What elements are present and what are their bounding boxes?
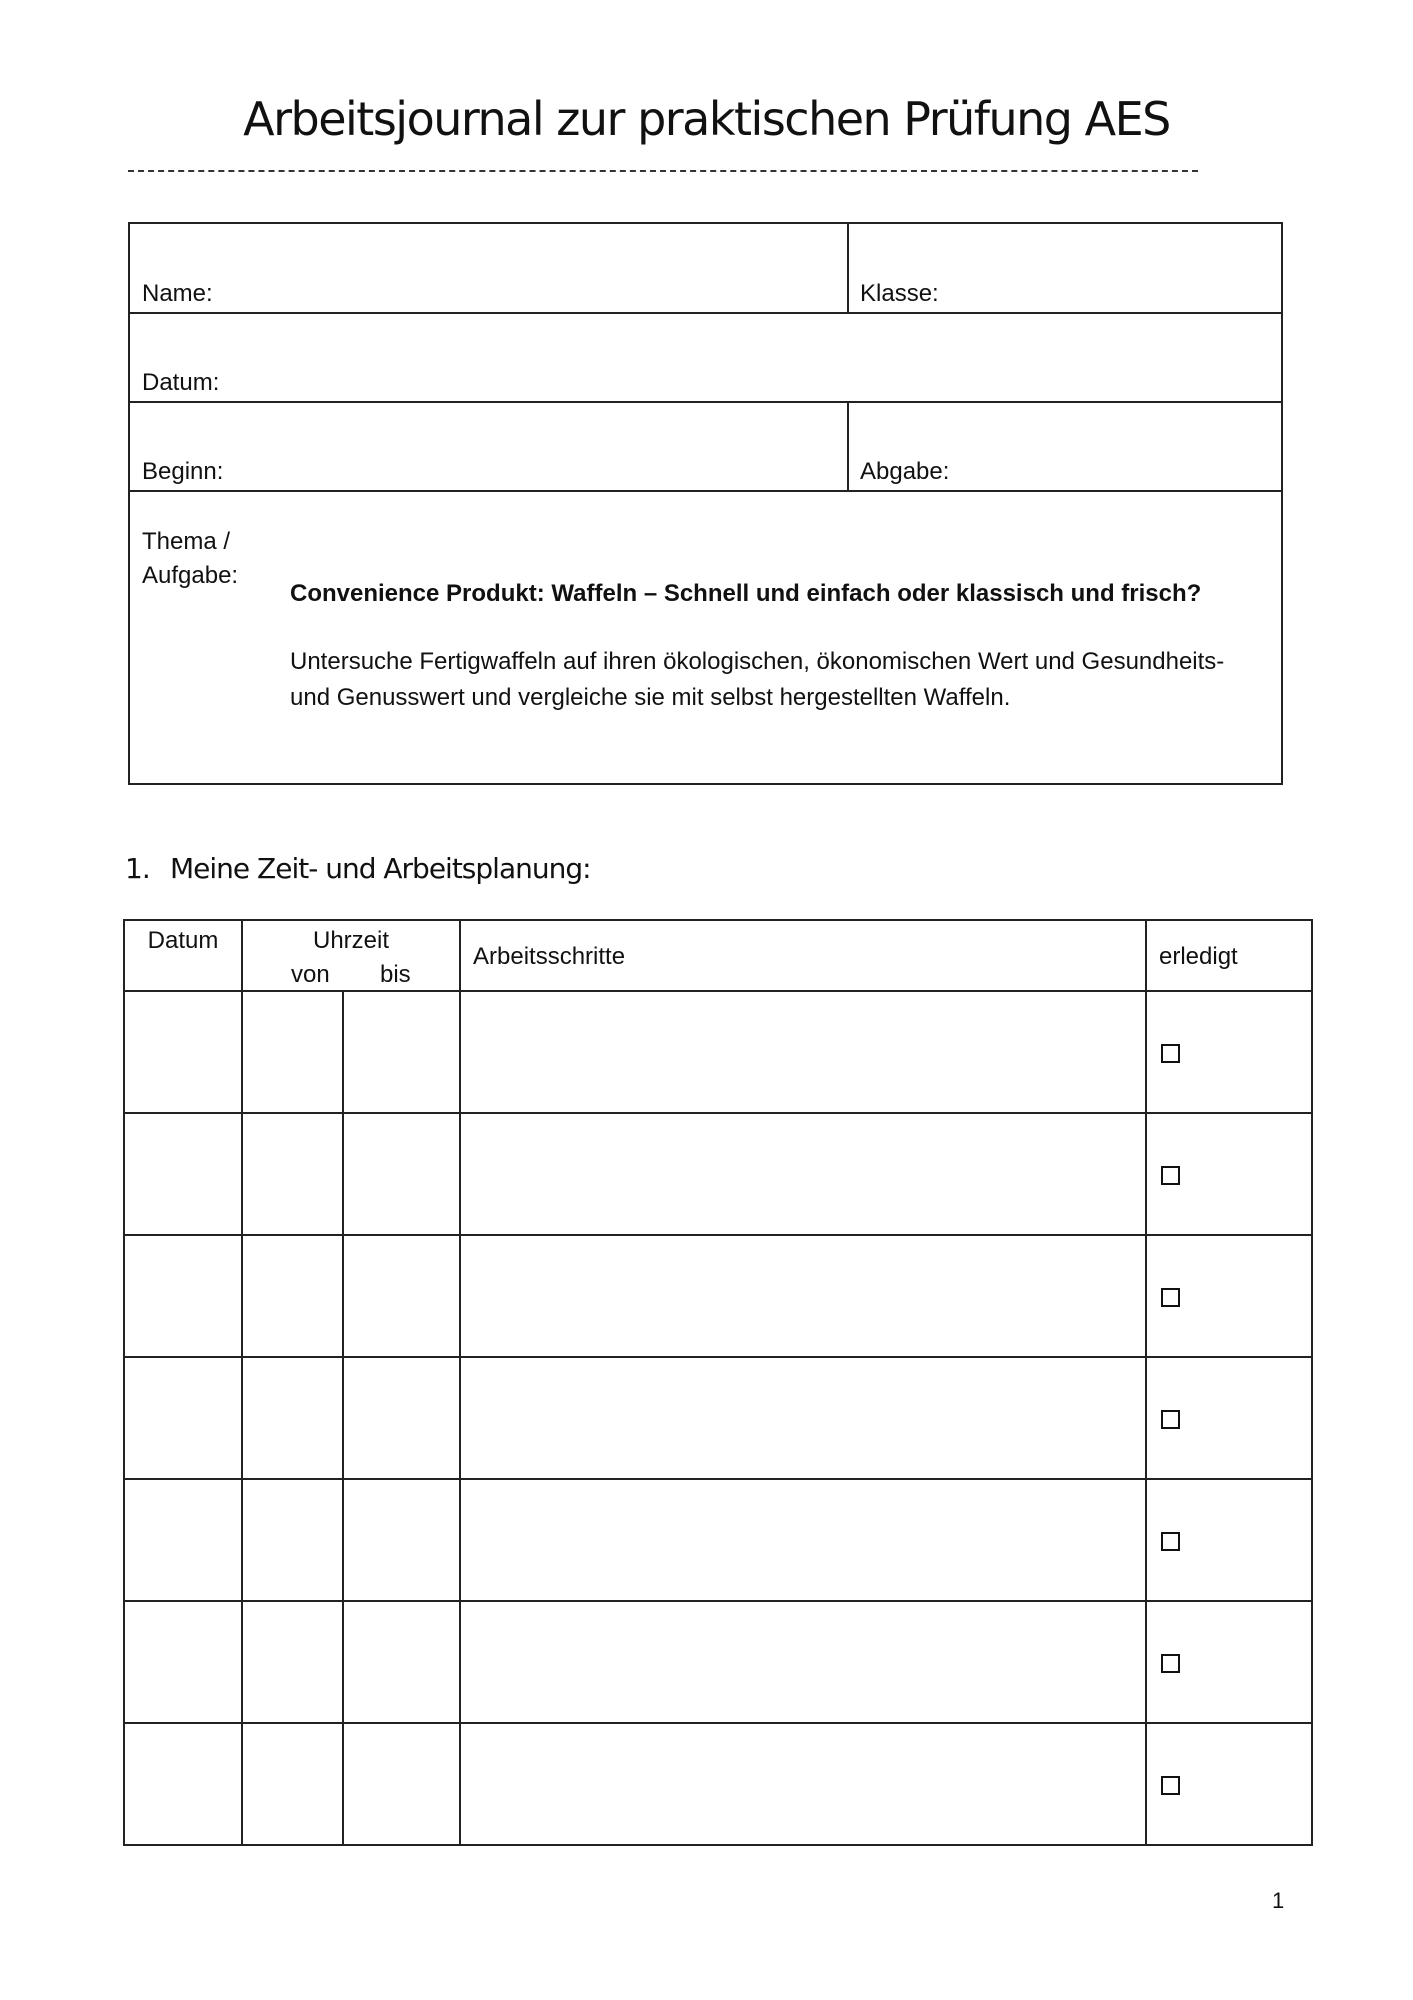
erledigt-checkbox[interactable] (1161, 1410, 1180, 1429)
info-divider (130, 312, 1281, 314)
info-box (128, 222, 1283, 785)
bis-cell[interactable] (343, 1723, 460, 1845)
beginn-field-label: Beginn: (142, 458, 224, 485)
von-cell[interactable] (242, 1235, 343, 1357)
col-header-arbeitsschritte: Arbeitsschritte (460, 920, 1146, 991)
bis-cell[interactable] (343, 1479, 460, 1601)
table-row (124, 1357, 1312, 1479)
erledigt-checkbox[interactable] (1161, 1044, 1180, 1063)
table-row (124, 1113, 1312, 1235)
page-number: 1 (1272, 1888, 1285, 1913)
info-divider (130, 490, 1281, 492)
von-cell[interactable] (242, 991, 343, 1113)
info-divider (130, 401, 1281, 403)
table-row (124, 1235, 1312, 1357)
arbeitsschritt-cell[interactable] (460, 1723, 1146, 1845)
bis-label: bis (380, 961, 411, 988)
bis-cell[interactable] (343, 1113, 460, 1235)
document-title: Arbeitsjournal zur praktischen Prüfung AES (243, 92, 1170, 146)
planning-table (123, 919, 1313, 1846)
erledigt-cell (1146, 1357, 1312, 1479)
erledigt-checkbox[interactable] (1161, 1288, 1180, 1307)
arbeitsschritt-cell[interactable] (460, 1235, 1146, 1357)
arbeitsschritt-cell[interactable] (460, 1113, 1146, 1235)
datum-cell[interactable] (124, 1357, 242, 1479)
erledigt-cell (1146, 1113, 1312, 1235)
table-header-row (124, 920, 1312, 991)
abgabe-field-label: Abgabe: (860, 458, 950, 485)
erledigt-checkbox[interactable] (1161, 1654, 1180, 1673)
section-heading (125, 852, 591, 885)
table-row (124, 991, 1312, 1113)
erledigt-cell (1146, 1723, 1312, 1845)
col-header-datum: Datum (124, 920, 242, 991)
von-cell[interactable] (242, 1357, 343, 1479)
col-header-uhrzeit (242, 920, 460, 991)
thema-label: Thema / (142, 528, 231, 555)
von-cell[interactable] (242, 1601, 343, 1723)
info-divider (847, 401, 849, 490)
datum-cell[interactable] (124, 1113, 242, 1235)
table-body (124, 991, 1312, 1845)
datum-cell[interactable] (124, 1723, 242, 1845)
von-cell[interactable] (242, 1479, 343, 1601)
uhrzeit-label: Uhrzeit (312, 927, 390, 954)
arbeitsschritt-cell[interactable] (460, 991, 1146, 1113)
von-cell[interactable] (242, 1113, 343, 1235)
von-cell[interactable] (242, 1723, 343, 1845)
datum-cell[interactable] (124, 991, 242, 1113)
datum-cell[interactable] (124, 1479, 242, 1601)
erledigt-checkbox[interactable] (1161, 1532, 1180, 1551)
name-field-label: Name: (142, 280, 213, 307)
table-row (124, 1601, 1312, 1723)
table-row (124, 1479, 1312, 1601)
arbeitsschritt-cell[interactable] (460, 1601, 1146, 1723)
arbeitsschritt-cell[interactable] (460, 1357, 1146, 1479)
datum-field-label: Datum: (142, 369, 220, 396)
bis-cell[interactable] (343, 1357, 460, 1479)
klasse-field-label: Klasse: (860, 280, 939, 307)
erledigt-checkbox[interactable] (1161, 1776, 1180, 1795)
erledigt-cell (1146, 1235, 1312, 1357)
info-divider (847, 224, 849, 312)
datum-cell[interactable] (124, 1235, 242, 1357)
bis-cell[interactable] (343, 1235, 460, 1357)
table-row (124, 1723, 1312, 1845)
topic-title: Convenience Produkt: Waffeln – Schnell und einfach oder klassisch und frisch? (290, 580, 1202, 607)
topic-description: Untersuche Fertigwaffeln auf ihren ökologischen, ökonomischen Wert und Gesundheits- und Genusswert und vergleiche sie mit selbst hergestellten Waffeln. (290, 648, 1225, 711)
aufgabe-label: Aufgabe: (142, 562, 239, 589)
section-number: 1. (125, 852, 150, 885)
datum-cell[interactable] (124, 1601, 242, 1723)
erledigt-cell (1146, 1479, 1312, 1601)
section-title: Meine Zeit- und Arbeitsplanung: (170, 852, 591, 885)
erledigt-checkbox[interactable] (1161, 1166, 1180, 1185)
title-divider (128, 170, 1198, 172)
erledigt-cell (1146, 991, 1312, 1113)
arbeitsschritt-cell[interactable] (460, 1479, 1146, 1601)
von-label: von (291, 961, 330, 988)
col-header-erledigt: erledigt (1146, 920, 1312, 991)
bis-cell[interactable] (343, 991, 460, 1113)
bis-cell[interactable] (343, 1601, 460, 1723)
erledigt-cell (1146, 1601, 1312, 1723)
